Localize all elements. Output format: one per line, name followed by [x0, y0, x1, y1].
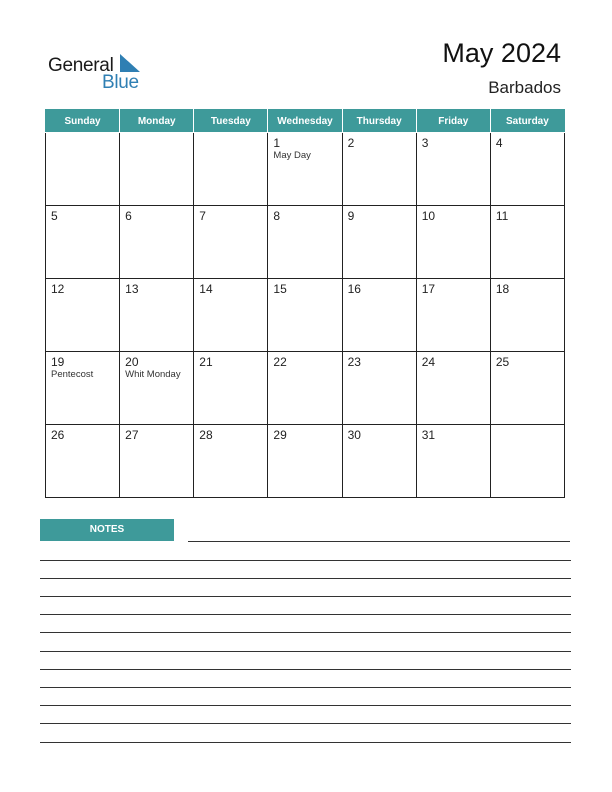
day-number: 12 — [51, 282, 65, 296]
day-number: 24 — [421, 355, 436, 369]
page-title: May 2024 — [442, 38, 561, 68]
day-number: 22 — [273, 355, 287, 369]
day-number: 23 — [347, 355, 361, 369]
day-number: 28 — [199, 428, 213, 442]
holiday-label: May Day — [273, 150, 311, 161]
note-line — [40, 669, 571, 670]
day-cell — [342, 279, 416, 352]
day-cell — [416, 279, 490, 352]
day-cell — [268, 133, 342, 206]
note-line — [40, 596, 571, 597]
day-cell — [120, 279, 194, 352]
week-row — [46, 279, 565, 352]
day-number: 25 — [495, 355, 510, 369]
day-number: 29 — [273, 428, 287, 442]
day-cell — [490, 206, 564, 279]
note-line — [40, 687, 571, 688]
day-number: 14 — [199, 282, 213, 296]
week-row — [46, 352, 565, 425]
day-number: 1 — [273, 136, 281, 150]
day-number: 21 — [199, 355, 213, 369]
day-cell — [268, 279, 342, 352]
logo — [48, 52, 158, 92]
weekday-header: Wednesday — [268, 110, 342, 133]
day-number: 9 — [347, 209, 355, 223]
day-number: 31 — [421, 428, 436, 442]
day-number: 13 — [125, 282, 139, 296]
day-number: 30 — [347, 428, 361, 442]
week-row — [46, 133, 565, 206]
week-row — [46, 206, 565, 279]
day-number: 20 — [125, 355, 139, 369]
holiday-label: Pentecost — [51, 369, 94, 380]
calendar-grid — [45, 109, 565, 498]
day-cell — [46, 279, 120, 352]
day-cell — [490, 279, 564, 352]
day-cell — [268, 352, 342, 425]
day-number: 4 — [495, 136, 503, 150]
day-cell — [194, 133, 268, 206]
day-cell — [416, 133, 490, 206]
day-cell — [46, 133, 120, 206]
day-number: 15 — [273, 282, 287, 296]
day-cell — [194, 279, 268, 352]
country-subtitle: Barbados — [488, 78, 561, 97]
notes-label: NOTES — [40, 519, 174, 541]
note-line — [40, 632, 571, 633]
day-cell — [194, 206, 268, 279]
day-number: 2 — [347, 136, 355, 150]
weekday-header: Saturday — [490, 110, 564, 133]
weekday-header: Sunday — [46, 110, 120, 133]
weekday-header: Friday — [416, 110, 490, 133]
day-cell — [416, 206, 490, 279]
note-line — [40, 742, 571, 743]
note-line — [40, 560, 571, 561]
note-line — [40, 614, 571, 615]
day-number: 16 — [347, 282, 361, 296]
day-cell — [268, 425, 342, 498]
day-cell — [120, 206, 194, 279]
note-line — [40, 578, 571, 579]
holiday-label: Whit Monday — [125, 369, 181, 380]
day-cell — [416, 425, 490, 498]
day-number: 26 — [51, 428, 65, 442]
logo-triangle-icon — [120, 54, 140, 72]
weekday-header: Tuesday — [194, 110, 268, 133]
note-line — [40, 651, 571, 652]
day-cell — [490, 352, 564, 425]
day-cell — [490, 425, 564, 498]
day-cell — [120, 352, 194, 425]
weekday-header: Thursday — [342, 110, 416, 133]
note-line — [40, 723, 571, 724]
day-cell — [416, 352, 490, 425]
day-cell — [342, 133, 416, 206]
day-cell — [342, 425, 416, 498]
day-cell — [46, 352, 120, 425]
day-number: 17 — [421, 282, 436, 296]
day-number: 18 — [495, 282, 510, 296]
day-number: 27 — [125, 428, 139, 442]
logo-word-blue: Blue — [102, 72, 139, 93]
day-cell — [194, 425, 268, 498]
day-number: 19 — [51, 355, 65, 369]
day-number: 11 — [495, 209, 509, 223]
day-number: 5 — [51, 209, 58, 223]
day-cell — [490, 133, 564, 206]
day-number: 8 — [273, 209, 281, 223]
day-cell — [342, 206, 416, 279]
day-number: 3 — [421, 136, 429, 150]
day-cell — [46, 425, 120, 498]
day-cell — [120, 425, 194, 498]
day-number: 10 — [421, 209, 436, 223]
day-cell — [342, 352, 416, 425]
day-cell — [46, 206, 120, 279]
note-line — [40, 705, 571, 706]
day-number: 6 — [125, 209, 132, 223]
logo-word-general: General — [48, 55, 114, 76]
weekday-header: Monday — [120, 110, 194, 133]
day-number: 7 — [199, 209, 206, 223]
day-cell — [268, 206, 342, 279]
weekday-header-row — [46, 110, 565, 133]
day-cell — [120, 133, 194, 206]
note-line — [188, 541, 570, 542]
day-cell — [194, 352, 268, 425]
week-row — [46, 425, 565, 498]
